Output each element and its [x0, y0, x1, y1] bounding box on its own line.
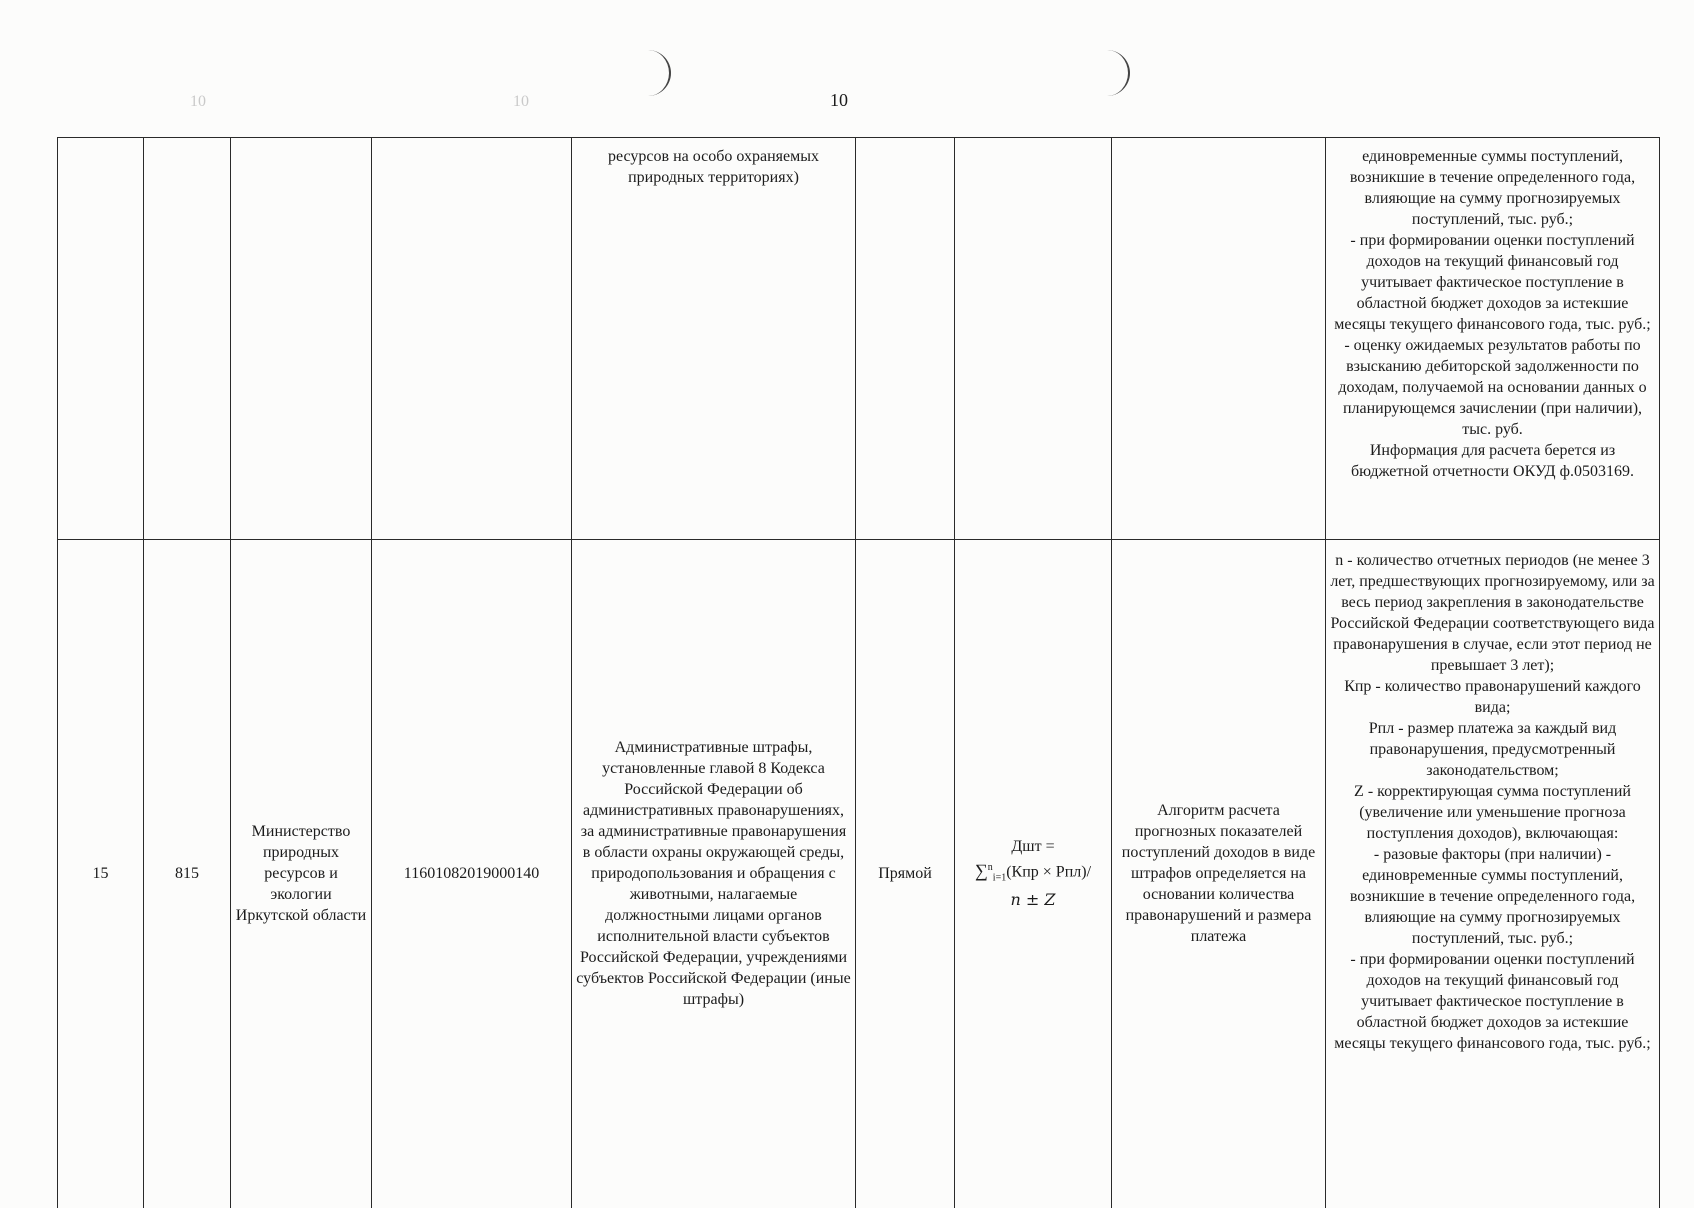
admin-name-cell: Министерство природных ресурсов и экологии Иркутской области — [231, 540, 372, 1208]
formula-body: (Кпр × Рпл)/ — [1006, 863, 1092, 881]
table-row — [58, 540, 1660, 1208]
note-text: Информация для расчета берется из бюджетной отчетности ОКУД ф.0503169. — [1351, 442, 1634, 480]
income-name-cell: ресурсов на особо охраняемых природных территориях) — [572, 138, 856, 540]
row-number-cell: 15 — [58, 540, 144, 1208]
note-text: Рпл - размер платежа за каждый вид правонарушения, предусмотренный законодательством; — [1368, 720, 1617, 779]
note-text: - оценку ожидаемых результатов работы по взысканию дебиторской задолженности по доходам, получаемой на основании данных о планирующемся зачислении (при наличии), тыс. руб. — [1338, 337, 1647, 438]
sum-upper-limit: n — [987, 862, 993, 874]
method-cell — [856, 138, 955, 540]
income-name-cell: Административные штрафы, установленные главой 8 Кодекса Российской Федерации об административных правонарушениях, за административные правонарушения в области охраны окружающей среды, природопользования и обращения с животными, налагаемые должностными лицами органов исполнительной власти субъектов Российской Федерации, учреждениями субъектов Российской Федерации (иные штрафы) — [572, 540, 856, 1208]
admin-code-cell — [144, 138, 231, 540]
ghost-page-number: 10 — [513, 93, 529, 110]
revenue-forecast-table — [57, 137, 1660, 1208]
row-number-cell — [58, 138, 144, 540]
note-text: Кпр - количество правонарушений каждого вида; — [1344, 678, 1641, 716]
sum-symbol: ∑ — [974, 860, 988, 881]
kbk-cell — [372, 138, 572, 540]
note-text: Z - корректирующая сумма поступлений (увеличение или уменьшение прогноза поступления доходов), включающая: — [1354, 783, 1631, 842]
note-text: единовременные суммы поступлений, возникшие в течение определенного года, влияющие на сумму прогнозируемых поступлений, тыс. руб.; — [1349, 148, 1636, 228]
note-text: - при формировании оценки поступлений доходов на текущий финансовый год учитывает фактическое поступление в областной бюджет доходов за истекшие месяцы текущего финансового года, тыс. руб.; — [1334, 232, 1651, 333]
table-row — [58, 138, 1660, 540]
binding-punch-mark — [1100, 50, 1130, 96]
algorithm-cell — [1112, 138, 1326, 540]
page-number: 10 — [830, 90, 848, 110]
ghost-page-number: 10 — [190, 93, 206, 110]
method-cell: Прямой — [856, 540, 955, 1208]
algorithm-cell: Алгоритм расчета прогнозных показателей поступлений доходов в виде штрафов определяется на основании количества правонарушений и размера платежа — [1112, 540, 1326, 1208]
admin-code-cell: 815 — [144, 540, 231, 1208]
note-text: n - количество отчетных периодов (не менее 3 лет, предшествующих прогнозируемому, или за весь период закрепления в законодательстве Российской Федерации соответствующего вида правонарушения в случае, если этот период не превышает 3 лет); — [1330, 552, 1655, 674]
binding-punch-mark — [641, 50, 671, 96]
admin-name-cell — [231, 138, 372, 540]
forecast-formula — [959, 836, 1107, 911]
sum-lower-limit: i=1 — [992, 873, 1007, 884]
notes-cell — [1326, 138, 1660, 540]
formula-cell — [955, 540, 1112, 1208]
formula-cell — [955, 138, 1112, 540]
formula-tail: n ± Z — [1010, 890, 1056, 909]
notes-cell — [1326, 540, 1660, 1208]
formula-lhs: Дшт = — [1011, 838, 1055, 856]
note-text: - разовые факторы (при наличии) - единовременные суммы поступлений, возникшие в течение определенного года, влияющие на сумму прогнозируемых поступлений, тыс. руб.; — [1349, 846, 1636, 947]
kbk-cell: 11601082019000140 — [372, 540, 572, 1208]
note-text: - при формировании оценки поступлений доходов на текущий финансовый год учитывает фактическое поступление в областной бюджет доходов за истекшие месяцы текущего финансового года, тыс. руб.; — [1334, 951, 1651, 1052]
